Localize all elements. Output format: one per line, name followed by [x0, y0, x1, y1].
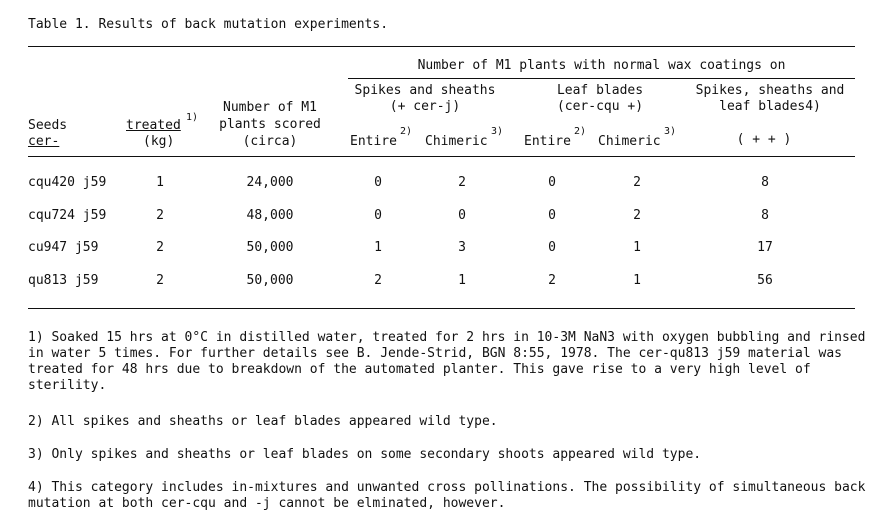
- lb-chimeric-cell: 1: [633, 240, 641, 255]
- header-rule: [28, 156, 855, 157]
- bottom-rule: [28, 308, 855, 309]
- chimeric-fn-1: 3): [491, 126, 504, 137]
- scored-cell: 24,000: [246, 175, 294, 190]
- lb-entire-cell: 2: [548, 273, 556, 288]
- spikes-header-line1: Spikes and sheaths: [354, 83, 496, 98]
- footnote-2: 2) All spikes and sheaths or leaf blades appeared wild type.: [28, 414, 498, 429]
- chimeric-header-2: Chimeric: [598, 134, 661, 149]
- kg-cell: 2: [156, 240, 164, 255]
- entire-header-1: Entire: [350, 134, 397, 149]
- kg-cell: 2: [156, 273, 164, 288]
- ss-entire-cell: 0: [374, 208, 382, 223]
- all-cell: 8: [761, 175, 769, 190]
- ss-entire-cell: 0: [374, 175, 382, 190]
- treated-header: treated: [126, 118, 181, 133]
- all-header-line1: Spikes, sheaths and: [695, 83, 845, 98]
- lb-entire-cell: 0: [548, 240, 556, 255]
- seed-cell: cu947 j59: [28, 240, 99, 255]
- all-cell: 8: [761, 208, 769, 223]
- top-rule: [28, 46, 855, 47]
- scored-header-line2: plants scored: [219, 117, 321, 132]
- seed-cell: qu813 j59: [28, 273, 99, 288]
- chimeric-fn-2: 3): [664, 126, 677, 137]
- lb-entire-cell: 0: [548, 175, 556, 190]
- table-caption: Table 1. Results of back mutation experiments.: [28, 17, 389, 32]
- all-cell: 17: [757, 240, 773, 255]
- footnote-3: 3) Only spikes and sheaths or leaf blades on some secondary shoots appeared wild type.: [28, 447, 702, 462]
- ss-chimeric-cell: 2: [458, 175, 466, 190]
- lb-entire-cell: 0: [548, 208, 556, 223]
- all-header-line2: leaf blades4): [719, 99, 821, 114]
- lb-chimeric-cell: 2: [633, 175, 641, 190]
- ss-chimeric-cell: 3: [458, 240, 466, 255]
- ss-entire-cell: 1: [374, 240, 382, 255]
- lb-chimeric-cell: 2: [633, 208, 641, 223]
- footnote-4: 4) This category includes in-mixtures and unwanted cross pollinations. The possibility of simultaneous back mutation at both cer-cqu and -j cannot be elminated, however.: [28, 480, 866, 511]
- scored-cell: 50,000: [246, 273, 294, 288]
- seeds-header: Seeds: [28, 118, 68, 133]
- leaf-header-line2: (cer-cqu +): [556, 99, 644, 114]
- cer-header: cer-: [28, 134, 60, 149]
- lb-chimeric-cell: 1: [633, 273, 641, 288]
- group-rule: [348, 78, 855, 79]
- kg-header: (kg): [143, 134, 175, 149]
- ss-chimeric-cell: 1: [458, 273, 466, 288]
- footnote-1: 1) Soaked 15 hrs at 0°C in distilled water, treated for 2 hrs in 10-3M NaN3 with oxygen bubbling and rinsed in water 5 times. For further details see B. Jende-Strid, BGN 8:55, 1978. The cer-qu813 j59 material was treated for 48 hrs due to breakdown of the automated planter. This gave rise to a very high level of sterility.: [28, 330, 866, 393]
- ss-chimeric-cell: 0: [458, 208, 466, 223]
- ss-entire-cell: 2: [374, 273, 382, 288]
- group-header: Number of M1 plants with normal wax coatings on: [417, 58, 786, 73]
- scored-header-line3: (circa): [242, 134, 298, 149]
- chimeric-header-1: Chimeric: [425, 134, 488, 149]
- seed-cell: cqu724 j59: [28, 208, 107, 223]
- all-header-line3: ( + + ): [736, 132, 792, 147]
- entire-fn-2: 2): [574, 126, 587, 137]
- seed-cell: cqu420 j59: [28, 175, 107, 190]
- treated-footnote-mark: 1): [186, 112, 199, 123]
- scored-header-line1: Number of M1: [223, 100, 317, 115]
- leaf-header-line1: Leaf blades: [556, 83, 644, 98]
- all-cell: 56: [757, 273, 773, 288]
- entire-fn-1: 2): [400, 126, 413, 137]
- entire-header-2: Entire: [524, 134, 571, 149]
- kg-cell: 1: [156, 175, 164, 190]
- scored-cell: 50,000: [246, 240, 294, 255]
- scored-cell: 48,000: [246, 208, 294, 223]
- kg-cell: 2: [156, 208, 164, 223]
- spikes-header-line2: (+ cer-j): [389, 99, 461, 114]
